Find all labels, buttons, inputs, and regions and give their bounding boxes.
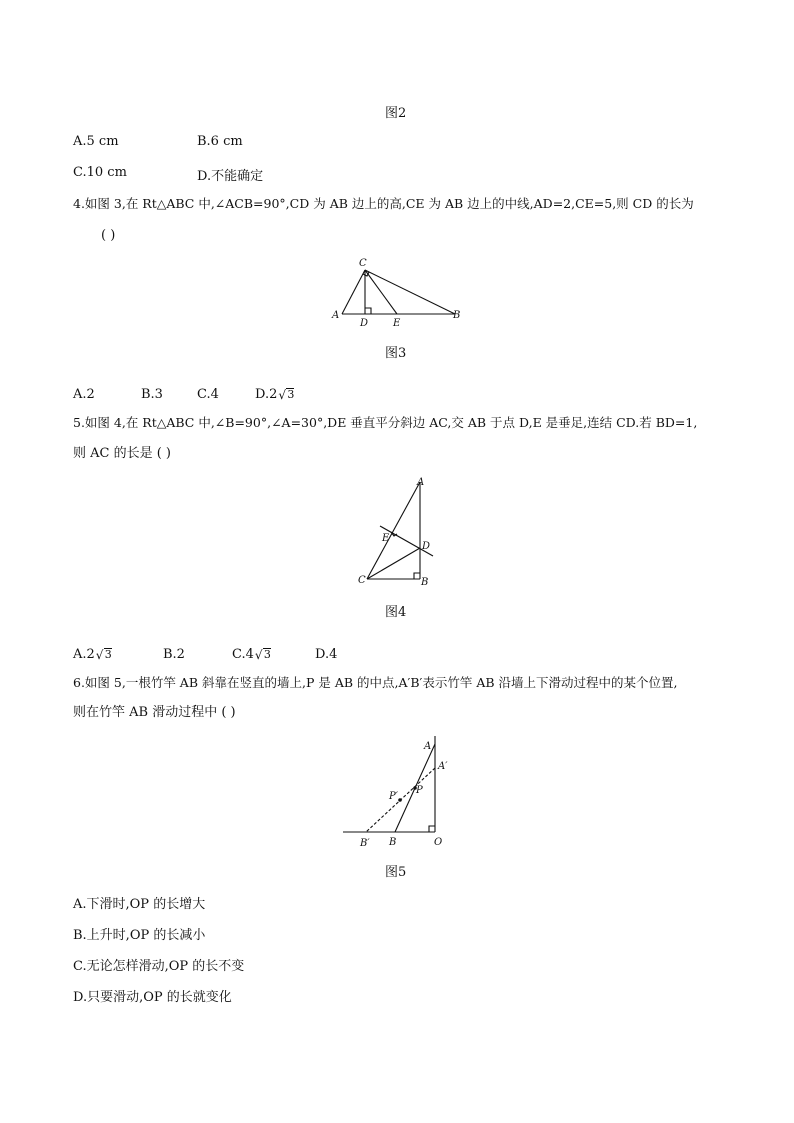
q3-option-a: A.5 cm (73, 134, 119, 149)
figure-3-caption: 图3 (385, 346, 407, 361)
segment-AC (367, 482, 420, 579)
figure-5-diagram (340, 732, 450, 852)
label-D: D (422, 541, 431, 552)
point-P2 (398, 798, 402, 802)
label-C: C (358, 575, 366, 586)
label-B: B (453, 310, 461, 321)
segment-CE (365, 270, 397, 314)
label-P: P (416, 785, 423, 796)
sqrt-radicand: 3 (263, 648, 271, 661)
q5-option-c-prefix: C.4 (232, 647, 254, 662)
q4-option-c: C.4 (197, 387, 219, 402)
label-E: E (382, 533, 390, 544)
label-O: O (434, 837, 443, 848)
figure-5-caption: 图5 (385, 865, 407, 880)
q6-option-d: D.只要滑动,OP 的长就变化 (73, 990, 232, 1005)
question-5-text-line2: 则 AC 的长是 ( ) (73, 446, 172, 461)
q5-option-b: B.2 (163, 647, 185, 662)
label-B: B (421, 577, 429, 588)
question-4-text: 4.如图 3,在 Rt△ABC 中,∠ACB=90°,CD 为 AB 边上的高,CE 为 AB 边上的中线,AD=2,CE=5,则 CD 的长为 (73, 196, 694, 211)
q4-option-d: D.2 √ 3 (255, 387, 295, 402)
q5-option-c: C.4 √ 3 (232, 647, 271, 662)
label-P-prime: P′ (389, 791, 398, 802)
q4-option-d-prefix: D.2 (255, 387, 278, 402)
right-angle-B (414, 573, 420, 579)
q5-option-a-prefix: A.2 (73, 647, 95, 662)
figure-4-caption: 图4 (385, 605, 407, 620)
label-C: C (359, 258, 367, 269)
question-6-text-line2: 则在竹竿 AB 滑动过程中 ( ) (73, 705, 236, 720)
q3-option-d: D.不能确定 (197, 169, 264, 184)
question-4-answer-blank: ( ) (101, 228, 116, 243)
q6-option-a: A.下滑时,OP 的长增大 (73, 897, 206, 912)
q6-option-b: B.上升时,OP 的长减小 (73, 928, 206, 943)
question-6-text: 6.如图 5,一根竹竿 AB 斜靠在竖直的墙上,P 是 AB 的中点,A′B′表示竹竿 AB 沿墙上下滑动过程中的某个位置, (73, 675, 678, 690)
label-B: B (389, 837, 397, 848)
q4-option-b: B.3 (141, 387, 163, 402)
label-D: D (360, 318, 369, 329)
figure-3-diagram (330, 255, 470, 330)
label-B-prime: B′ (360, 838, 370, 849)
label-A-prime: A′ (438, 761, 448, 772)
sqrt-radicand: 3 (104, 648, 112, 661)
segment-BC (365, 270, 455, 314)
right-angle-O (429, 826, 435, 832)
label-A: A (332, 310, 340, 321)
label-A: A (424, 741, 432, 752)
q5-option-a: A.2 √ 3 (73, 647, 112, 662)
label-A: A (417, 477, 425, 488)
segment-AC (342, 270, 365, 314)
q3-option-b: B.6 cm (197, 134, 243, 149)
sqrt-radicand: 3 (287, 388, 295, 401)
figure-2-caption: 图2 (385, 106, 407, 121)
q3-option-c: C.10 cm (73, 165, 127, 180)
q5-option-d: D.4 (315, 647, 338, 662)
right-angle-D (365, 308, 371, 314)
q4-option-a: A.2 (73, 387, 95, 402)
label-E: E (393, 318, 401, 329)
figure-4-diagram (355, 475, 445, 590)
question-5-text: 5.如图 4,在 Rt△ABC 中,∠B=90°,∠A=30°,DE 垂直平分斜边 AC,交 AB 于点 D,E 是垂足,连结 CD.若 BD=1, (73, 415, 698, 430)
q6-option-c: C.无论怎样滑动,OP 的长不变 (73, 959, 245, 974)
